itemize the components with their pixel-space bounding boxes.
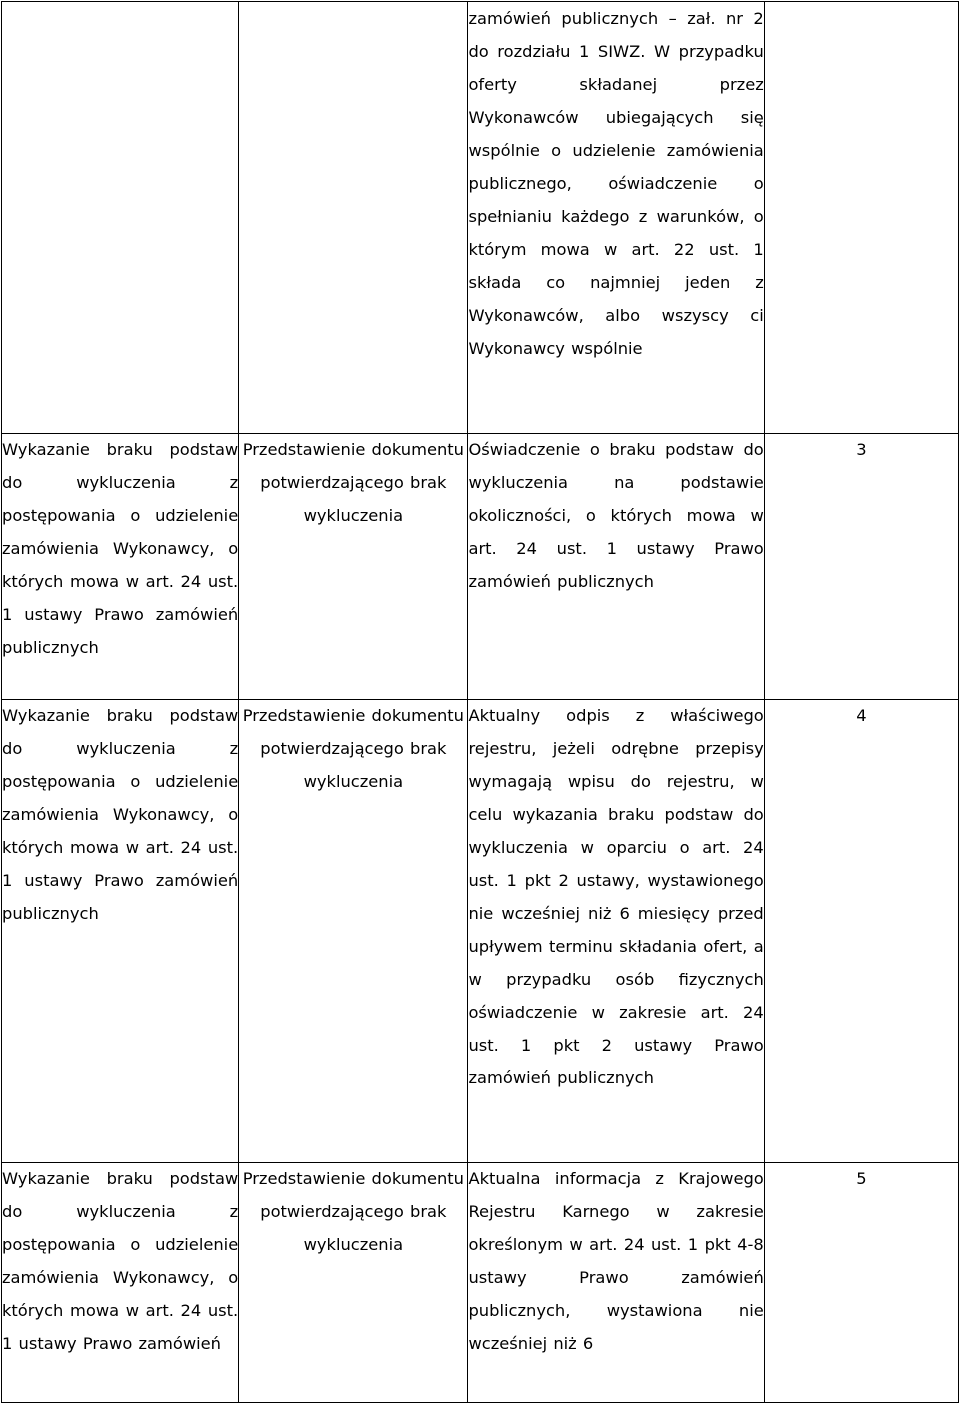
requirements-table [1,1,959,1403]
table-row [2,434,959,700]
table-row [2,700,959,1163]
table-row [2,2,959,434]
document-cell: Oświadczenie o braku podstaw do wykluczenia na podstawie okoliczności, o których mowa w art. 24 ust. 1 ustawy Prawo zamówień publicznych [468,434,764,700]
number-cell: 3 [764,434,958,700]
number-cell [764,2,958,434]
method-cell: Przedstawienie dokumentu potwierdzającego brak wykluczenia [239,700,468,1163]
condition-cell: Wykazanie braku podstaw do wykluczenia z postępowania o udzielenie zamówienia Wykonawcy, o których mowa w art. 24 ust. 1 ustawy Prawo zamówień [2,1163,239,1403]
number-cell: 4 [764,700,958,1163]
method-cell [239,2,468,434]
number-cell: 5 [764,1163,958,1403]
condition-cell: Wykazanie braku podstaw do wykluczenia z postępowania o udzielenie zamówienia Wykonawcy, o których mowa w art. 24 ust. 1 ustawy Prawo zamówień publicznych [2,434,239,700]
method-cell: Przedstawienie dokumentu potwierdzającego brak wykluczenia [239,1163,468,1403]
document-cell: Aktualny odpis z właściwego rejestru, jeżeli odrębne przepisy wymagają wpisu do rejestru, w celu wykazania braku podstaw do wykluczenia w oparciu o art. 24 ust. 1 pkt 2 ustawy, wystawionego nie wcześniej niż 6 miesięcy przed upływem terminu składania ofert, a w przypadku osób fizycznych oświadczenie w zakresie art. 24 ust. 1 pkt 2 ustawy Prawo zamówień publicznych [468,700,764,1163]
table-row [2,1163,959,1403]
condition-cell [2,2,239,434]
method-cell: Przedstawienie dokumentu potwierdzającego brak wykluczenia [239,434,468,700]
document-cell: Aktualna informacja z Krajowego Rejestru Karnego w zakresie określonym w art. 24 ust. 1 pkt 4-8 ustawy Prawo zamówień publicznych, wystawiona nie wcześniej niż 6 [468,1163,764,1403]
condition-cell: Wykazanie braku podstaw do wykluczenia z postępowania o udzielenie zamówienia Wykonawcy, o których mowa w art. 24 ust. 1 ustawy Prawo zamówień publicznych [2,700,239,1163]
document-cell: zamówień publicznych – zał. nr 2 do rozdziału 1 SIWZ. W przypadku oferty składanej przez Wykonawców ubiegających się wspólnie o udzielenie zamówienia publicznego, oświadczenie o spełnianiu każdego z warunków, o którym mowa w art. 22 ust. 1 składa co najmniej jeden z Wykonawców, albo wszyscy ci Wykonawcy wspólnie [468,2,764,434]
